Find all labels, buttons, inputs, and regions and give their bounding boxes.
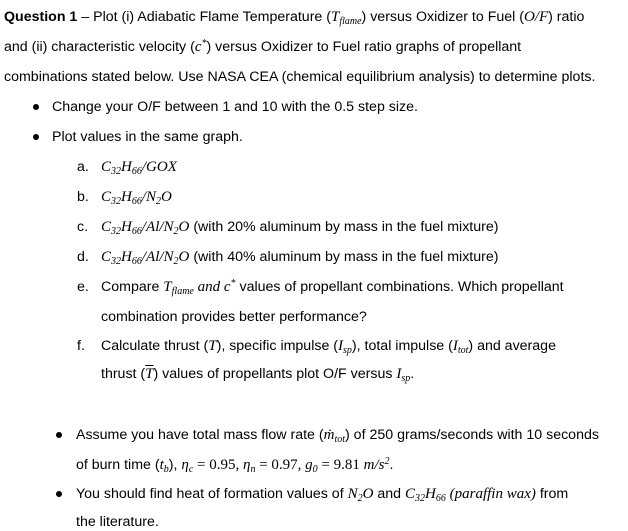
formula-c: $C_{32}H_{66}/Al/N_2O$ xyxy=(101,219,190,237)
item-e-line-1: Compare $T_{flame}$ and c* values of propellant combinations. Which propellant xyxy=(101,278,564,297)
item-letter-e: e. xyxy=(77,279,89,295)
t-bar-symbol: $\overline{T}$ xyxy=(145,366,154,382)
bullet-dot xyxy=(56,432,62,438)
bullet-mass-flow-line-2: of burn time $(t_b)$, $\eta_c = 0.95$, $\eta_n = 0.97$, $g_0 = 9.81$ $m/s^2$. xyxy=(76,456,394,475)
item-letter-f: f. xyxy=(77,338,85,354)
cstar-symbol: c* xyxy=(194,38,207,55)
item-letter-d: d. xyxy=(77,249,89,265)
item-letter-c: c. xyxy=(77,219,89,235)
formula-a: $C_{32}H_{66}$/GOX xyxy=(101,159,177,177)
bullet-dot xyxy=(33,134,39,140)
bullet-dot xyxy=(56,491,62,497)
bullet-heat-formation-line-1: You should find heat of formation values of $N_2O$ and $C_{32}H_{66}$ (paraffin wax) from xyxy=(76,486,569,504)
question-line-3: combinations stated below. Use NASA CEA (chemical equilibrium analysis) to determine plots. xyxy=(4,69,596,85)
t-flame-symbol: $T_{flame}$ xyxy=(330,9,362,27)
question-heading: Question 1 xyxy=(4,9,78,25)
item-b xyxy=(101,188,172,206)
item-c: $C_{32}H_{66}/Al/N_2O$ (with 20% aluminum by mass in the fuel mixture) xyxy=(101,219,499,237)
bullet-mass-flow-line-1: Assume you have total mass flow rate (ṁ$_{tot}$) of 250 grams/seconds with 10 seconds xyxy=(76,427,599,445)
formula-b: $C_{32}H_{66}/N_2O$ xyxy=(101,189,172,207)
formula-d: $C_{32}H_{66}/Al/N_2O$ xyxy=(101,249,190,267)
item-d: $C_{32}H_{66}/Al/N_2O$ (with 40% aluminum by mass in the fuel mixture) xyxy=(101,249,499,267)
item-f-line-1: Calculate thrust (T), specific impulse $(I_{sp})$, total impulse $(I_{tot})$ and average xyxy=(101,338,556,356)
bullet-step-size: Change your O/F between 1 and 10 with the 0.5 step size. xyxy=(52,99,418,115)
item-letter-a: a. xyxy=(77,159,89,175)
question-line-2: and (ii) characteristic velocity (c*) versus Oxidizer to Fuel ratio graphs of propellant xyxy=(4,38,522,55)
question-line-1: Question 1 – Plot (i) Adiabatic Flame Temperature $(T_{flame})$ versus Oxidizer to Fuel (O/F) ratio xyxy=(4,9,585,27)
bullet-same-graph: Plot values in the same graph. xyxy=(52,129,243,145)
item-letter-b: b. xyxy=(77,189,89,205)
item-f-line-2: thrust $(\overline{T})$ values of propellants plot O/F versus $I_{sp}$. xyxy=(101,366,415,384)
item-e-line-2: combination provides better performance? xyxy=(101,309,367,325)
bullet-dot xyxy=(33,104,39,110)
bullet-heat-formation-line-2: the literature. xyxy=(76,514,159,530)
item-a xyxy=(101,158,177,176)
